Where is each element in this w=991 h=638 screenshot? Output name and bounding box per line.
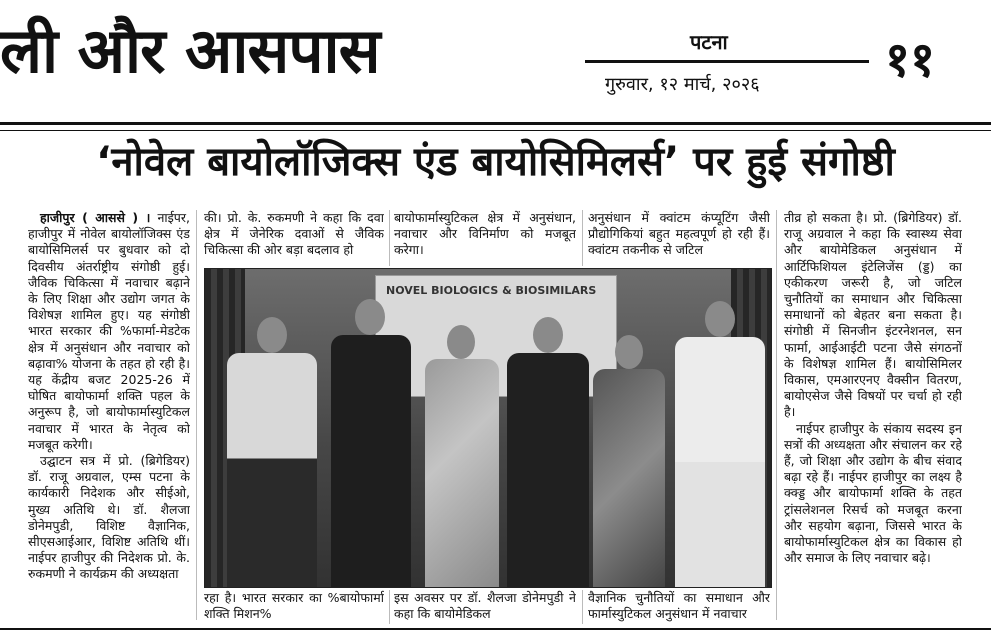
city-name: पटना [690,30,728,54]
article-column-4-bottom [588,590,770,624]
column-1-para-1: नाईपर, हाजीपुर में नोवेल बायोलॉजिक्स एंड बायोसिमिलर्स पर बुधवार को दो दिवसीय अंतर्राष्ट्रीय संगोष्ठी हुई। जैविक चिकित्सा में नवाचार बढ़ाने के लिए शिक्षा और उद्योग जगत के विशेषज्ञ शामिल हुए। यह संगोष्ठी भारत सरकार की %फार्मा-मेडटेक क्षेत्र में अनुसंधान और नवाचार को बढ़ावा% योजना के तहत हो रही है। यह केंद्रीय बजट 2025-26 में घोषित बायोफार्मा शक्ति पहल के अनुरूप है, जो बायोफार्मास्युटिकल नवाचार में भारत के नेतृत्व को मजबूत करेगी। [28,210,190,452]
person-body [675,337,765,587]
article-headline: ‘नोवेल बायोलॉजिक्स एंड बायोसिमिलर्स’ पर हुई संगोष्ठी [96,139,895,185]
date-rule [585,60,869,63]
article-column-3-top [394,210,576,262]
person-body [593,369,665,587]
column-3-top-text: बायोफार्मास्युटिकल क्षेत्र में अनुसंधान, नवाचार और विनिर्माण को मजबूत करेगा। [394,210,576,258]
person-5 [593,335,665,587]
person-head [533,317,563,353]
column-divider [389,590,390,624]
article-column-2-bottom [204,590,384,624]
dateline: हाजीपुर ( आससे ) । [40,210,151,225]
section-title: ली और आसपास [0,14,380,87]
column-divider [776,210,777,620]
person-head [257,317,287,353]
column-2-top-text: की। प्रो. के. रुकमणी ने कहा कि दवा क्षेत्र में जेनेरिक दवाओं से जैविक चिकित्सा की ओर बड़ा बदलाव हो [204,210,384,258]
person-head [355,299,385,335]
column-5-para-2: नाईपर हाजीपुर के संकाय सदस्य इन सत्रों की अध्यक्षता और संचालन कर रहे हैं, जो शिक्षा और उद्योग के बीच संवाद बढ़ा रहे हैं। नाईपर हाजीपुर का लक्ष्य है क्क्ड्ड और बायोफार्मा शक्ति के तहत ट्रांसलेशनल रिसर्च को मजबूत करना और सहयोग बढ़ाना, जिससे भारत के बायोफार्मास्युटिकल क्षेत्र का विकास हो और समाज के लिए नवाचार बढ़े। [784,420,962,566]
header-rule-thin [0,130,991,131]
event-photo [204,268,772,588]
article-column-3-bottom [394,590,576,624]
person-head [705,301,735,337]
article-column-4-top [588,210,770,262]
person-body [331,335,411,587]
person-body [425,359,499,587]
person-body [227,353,317,587]
person-2 [331,299,411,587]
person-3 [425,325,499,587]
column-2-bottom-text: रहा है। भारत सरकार का %बायोफार्मा शक्ति मिशन% [204,590,384,622]
person-body [507,353,589,587]
article-column-5 [784,210,962,624]
banner-title: NOVEL BIOLOGICS & BIOSIMILARS [386,284,597,297]
article-column-1 [28,210,190,620]
person-head [447,325,475,359]
person-head [615,335,643,369]
footer-rule [0,628,991,630]
person-6 [675,301,765,587]
column-4-top-text: अनुसंधान में क्वांटम कंप्यूटिंग जैसी प्रौद्योगिकियां बहुत महत्वपूर्ण हो रही हैं। क्वांटम तकनीक से जटिल [588,210,770,258]
issue-date: गुरुवार, १२ मार्च, २०२६ [605,74,760,95]
column-divider [582,210,583,266]
person-1 [227,317,317,587]
column-1-para-2: उद्घाटन सत्र में प्रो. (ब्रिगेडियर) डॉ. राजू अग्रवाल, एम्स पटना के कार्यकारी निदेशक और सीईओ, मुख्य अतिथि थे। डॉ. शैलजा डोनेमपुडी, विशिष्ट वैज्ञानिक, सीएसआईआर, विशिष्ट अतिथि थीं। नाईपर हाजीपुर की निदेशक प्रो. के. रुकमणी ने कार्यक्रम की अध्यक्षता [28,453,190,582]
article-column-2-top [204,210,384,262]
column-divider [196,210,197,620]
column-4-bottom-text: वैज्ञानिक चुनौतियों का समाधान और फार्मास्युटिकल अनुसंधान में नवाचार [588,590,770,622]
page-number: ११ [885,32,935,88]
person-4 [507,317,589,587]
column-divider [389,210,390,266]
column-divider [582,590,583,624]
column-3-bottom-text: इस अवसर पर डॉ. शैलजा डोनेमपुडी ने कहा कि बायोमेडिकल [394,590,576,622]
header-rule [0,122,991,125]
column-5-para-1: तीव्र हो सकता है। प्रो. (ब्रिगेडियर) डॉ. राजू अग्रवाल ने कहा कि स्वास्थ्य सेवा और बायोमेडिकल अनुसंधान में आर्टिफिशियल इंटेलिजेंस (ड्ड) का एकीकरण जरूरी है, जो जटिल चुनौतियों का समाधान और चिकित्सा समाधानों को बेहतर बना सकता है। संगोष्ठी में सिनजीन इंटरनेशनल, सन फार्मा, आईआईटी पटना जैसे संगठनों के विशेषज्ञ शामिल हैं। बायोसिमिलर विकास, एमआरएनए वैक्सीन वितरण, बायोएसेज जैसे विषयों पर चर्चा हो रही है। [784,210,962,420]
